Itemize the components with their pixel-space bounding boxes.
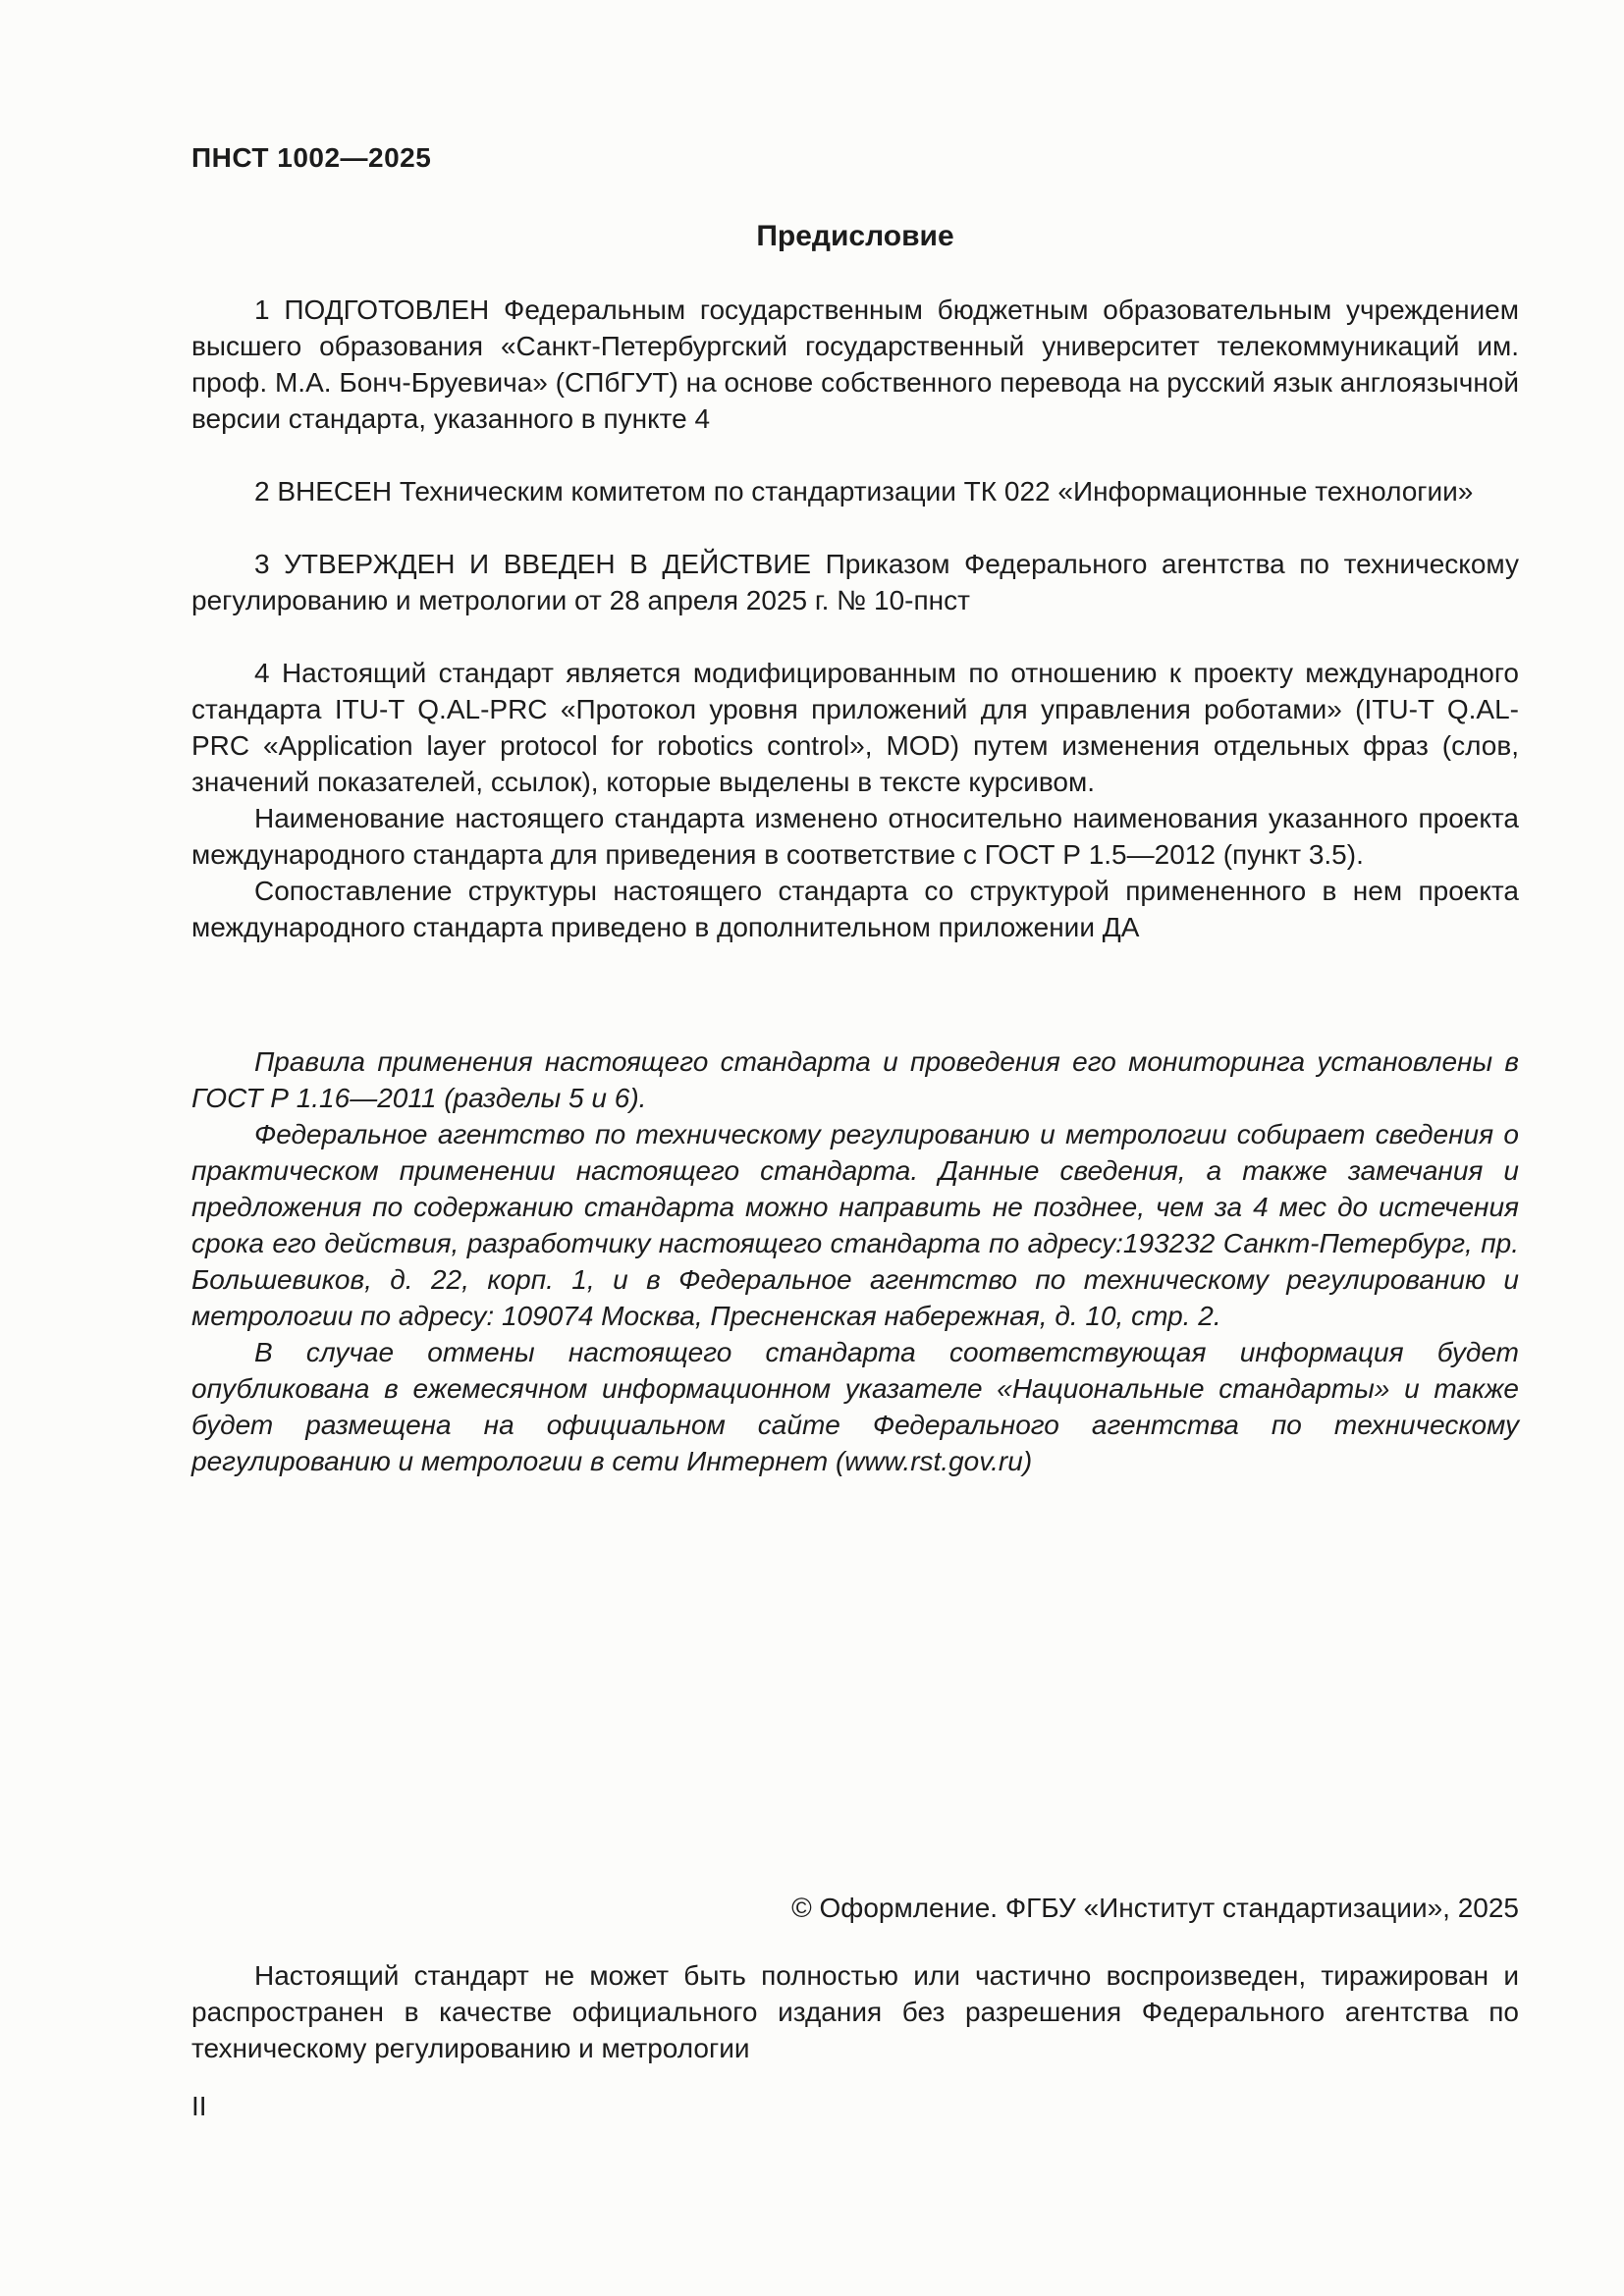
doc-code-header: ПНСТ 1002—2025 bbox=[191, 142, 432, 173]
reproduction-restriction-paragraph: Настоящий стандарт не может быть полностью или частично воспроизведен, тиражирован и распространен в качестве официального издания без разрешения Федерального агентства по техническому регулированию и метрологии bbox=[191, 1960, 1519, 2063]
foreword-item-1: 1 ПОДГОТОВЛЕН Федеральным государственным бюджетным образовательным учреждением высшего образования «Санкт-Петербургский государственный университет телекоммуникаций им. проф. М.А. Бонч-Бруевича» (СПбГУТ) на основе собственного перевода на русский язык англоязычной версии стандарта, указанного в пункте 4 bbox=[191, 294, 1519, 434]
foreword-item-4-note-renaming: Наименование настоящего стандарта изменено относительно наименования указанного проекта международного стандарта для приведения в соответствие с ГОСТ Р 1.5—2012 (пункт 3.5). bbox=[191, 803, 1519, 870]
foreword-item-3: 3 УТВЕРЖДЕН И ВВЕДЕН В ДЕЙСТВИЕ Приказом Федерального агентства по техническому регулированию и метрологии от 28 апреля 2025 г. № 10-пнст bbox=[191, 549, 1519, 615]
note-cancellation-info: В случае отмены настоящего стандарта соответствующая информация будет опубликована в ежемесячном информационном указателе «Национальные стандарты» и также будет размещена на официальном сайте Федерального агентства по техническому регулированию и метрологии в сети Интернет (www.rst.gov.ru) bbox=[191, 1337, 1519, 1476]
page-number: II bbox=[191, 2091, 207, 2121]
note-application-rules: Правила применения настоящего стандарта и проведения его мониторинга установлены в ГОСТ Р 1.16—2011 (разделы 5 и 6). bbox=[191, 1046, 1519, 1113]
copyright-line: © Оформление. ФГБУ «Институт стандартизации», 2025 bbox=[791, 1893, 1519, 1923]
foreword-item-2: 2 ВНЕСЕН Техническим комитетом по стандартизации ТК 022 «Информационные технологии» bbox=[254, 476, 1474, 507]
foreword-item-4-note-structure: Сопоставление структуры настоящего стандарта со структурой примененного в нем проекта международного стандарта приведено в дополнительном приложении ДА bbox=[191, 876, 1519, 942]
application-rules-block bbox=[191, 1043, 1519, 1479]
page-title: Предисловие bbox=[756, 220, 954, 252]
note-feedback-addresses: Федеральное агентство по техническому регулированию и метрологии собирает сведения о практическом применении настоящего стандарта. Данные сведения, а также замечания и предложения по содержанию стандарта можно направить не позднее, чем за 4 мес до истечения срока его действия, разработчику настоящего стандарта по адресу:193232 Санкт-Петербург, пр. Большевиков, д. 22, корп. 1, и в Федеральное агентство по техническому регулированию и метрологии по адресу: 109074 Москва, Пресненская набережная, д. 10, стр. 2. bbox=[191, 1119, 1519, 1331]
foreword-item-4: 4 Настоящий стандарт является модифицированным по отношению к проекту международного стандарта ITU-T Q.AL-PRC «Протокол уровня приложений для управления роботами» (ITU-T Q.AL-PRC «Application layer protocol for robotics control», MOD) путем изменения отдельных фраз (слов, значений показателей, ссылок), которые выделены в тексте курсивом. bbox=[191, 658, 1519, 797]
